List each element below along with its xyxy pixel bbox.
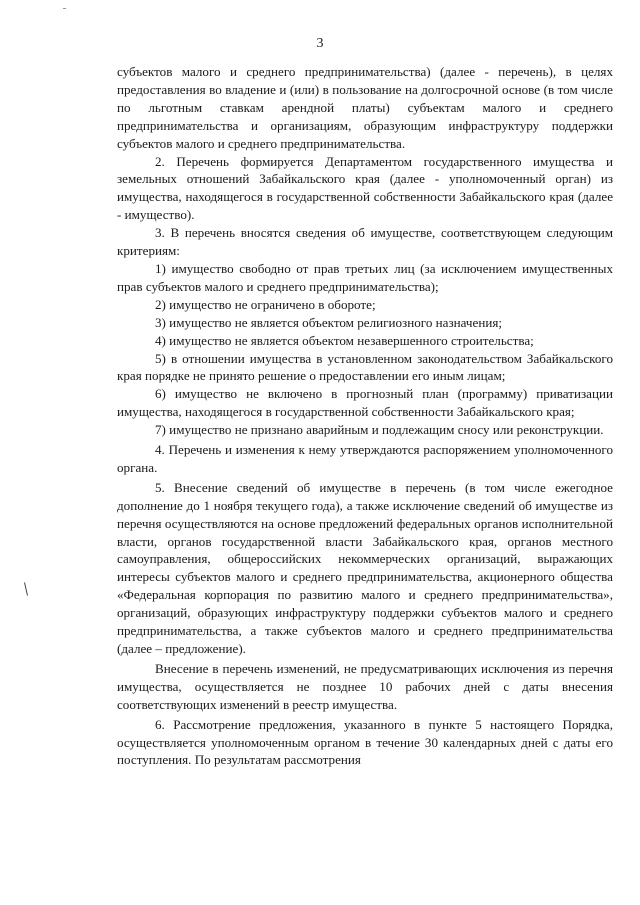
criterion-7: 7) имущество не признано аварийным и подлежащим сносу или реконструкции.	[155, 422, 604, 438]
criterion-1: 1) имущество свободно от прав третьих лиц (за исключением имущественных прав субъектов малого и среднего предпринимательства);	[117, 260, 613, 294]
margin-pen-mark	[24, 582, 28, 596]
paragraph-continuation: субъектов малого и среднего предпринимательства) (далее - перечень), в целях предоставления во владение и (или) в пользование на долгосрочной основе (в том числе по льготным ставкам арендной платы) субъектам малого и среднего предпринимательства и организациям, образующим инфраструктуру поддержки субъектов малого и среднего предпринимательства.	[117, 64, 613, 151]
criterion-5: 5) в отношении имущества в установленном законодательством Забайкальского края порядке не принято решение о предоставлении его иным лицам;	[117, 350, 613, 384]
criterion-2: 2) имущество не ограничено в обороте;	[155, 296, 376, 312]
paragraph-item-5: 5. Внесение сведений об имуществе в перечень (в том числе ежегодное дополнение до 1 ноября текущего года), а также исключение сведений об имуществе из перечня осуществляются на основе предложений федеральных органов исполнительной власти, органов государственной власти Забайкальского края, органов местного самоуправления, общероссийских некоммерческих организаций, выражающих интересы субъектов малого и среднего предпринимательства, акционерного общества «Федеральная корпорация по развитию малого и среднего предпринимательства», организаций, образующих инфраструктуру поддержки субъектов малого и среднего предпринимательства, а также субъектов малого и среднего предпринимательства (далее – предложение).	[117, 479, 613, 656]
paragraph-item-3: 3. В перечень вносятся сведения об имуществе, соответствующем следующим критериям:	[117, 225, 613, 259]
document-body	[117, 63, 613, 769]
criterion-3: 3) имущество не является объектом религиозного назначения;	[155, 314, 503, 330]
criterion-4: 4) имущество не является объектом незавершенного строительства;	[155, 332, 534, 348]
paragraph-item-2: 2. Перечень формируется Департаментом государственного имущества и земельных отношений Забайкальского края (далее - уполномоченный орган) из имущества, находящегося в государственной собственности Забайкальского края (далее - имущество).	[117, 153, 613, 223]
paragraph-amendments: Внесение в перечень изменений, не предусматривающих исключения из перечня имущества, осуществляется не позднее 10 рабочих дней с даты внесения соответствующих изменений в реестр имущества.	[117, 660, 613, 712]
scan-speck	[63, 8, 66, 9]
page-number: 3	[316, 36, 324, 51]
paragraph-item-4: 4. Перечень и изменения к нему утверждаются распоряжением уполномоченного органа.	[117, 442, 613, 475]
paragraph-item-6: 6. Рассмотрение предложения, указанного в пункте 5 настоящего Порядка, осуществляется уполномоченным органом в течение 30 календарных дней с даты его поступления. По результатам рассмотрения	[117, 716, 613, 768]
criterion-6: 6) имущество не включено в прогнозный план (программу) приватизации имущества, находящегося в государственной собственности Забайкальского края;	[117, 386, 613, 420]
